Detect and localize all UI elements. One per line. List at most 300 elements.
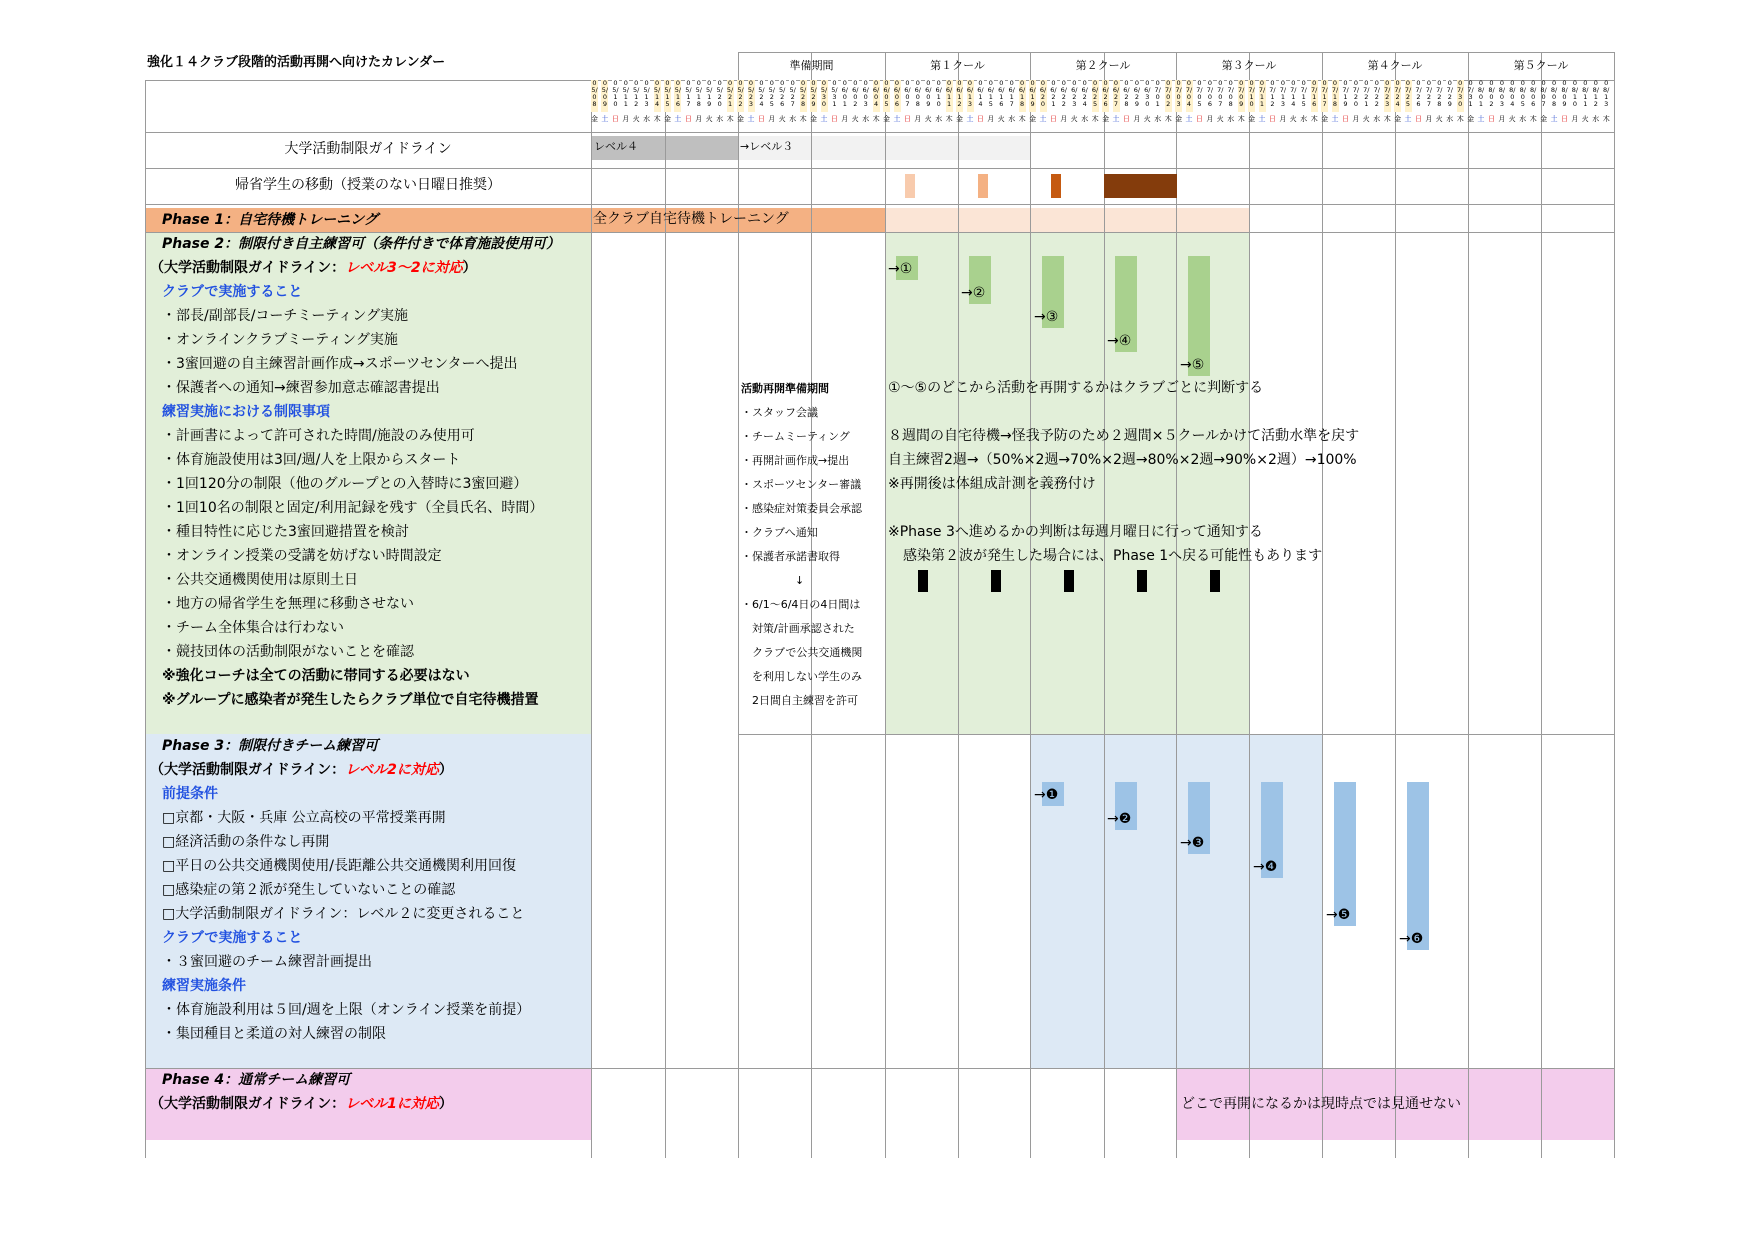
- date-cell: 05/15: [664, 80, 671, 112]
- weekday-cell: 土: [1404, 115, 1412, 123]
- weekday-cell: 木: [726, 115, 734, 123]
- phase3-guideline-level: レベル2に対応: [345, 762, 439, 778]
- date-cell: 05/22: [737, 80, 744, 112]
- weekday-cell: 木: [1237, 115, 1245, 123]
- weekday-cell: 水: [716, 115, 724, 123]
- prep-list-item: ↓: [795, 574, 805, 587]
- date-cell: 05/27: [789, 80, 796, 112]
- phase2-list-item: ・3蜜回避の自主練習計画作成→スポーツセンターへ提出: [162, 356, 518, 372]
- weekday-cell: 日: [1488, 115, 1495, 123]
- weekday-cell: 水: [1519, 115, 1527, 123]
- date-cell: 07/17: [1321, 80, 1328, 112]
- phase-header-cool5: 第５クール: [1513, 59, 1569, 72]
- weekday-cell: 月: [622, 115, 630, 123]
- date-cell: 06/09: [925, 80, 932, 112]
- phase2-list-item: ・1回120分の制限（他のグループとの入替時に3蜜回避）: [162, 476, 528, 492]
- date-cell: 08/09: [1561, 80, 1568, 108]
- date-cell: 07/18: [1332, 80, 1339, 112]
- phase2-list-item: ・保護者への通知→練習参加意志確認書提出: [162, 380, 440, 396]
- phase3-arrow-5: →❺: [1326, 907, 1351, 923]
- weekday-cell: 水: [1446, 115, 1454, 123]
- date-cell: 05/18: [695, 80, 702, 112]
- phase4-note: どこで再開になるかは現時点では見通せない: [1181, 1096, 1461, 1112]
- date-cell: 07/25: [1405, 80, 1412, 112]
- movement-bar-3: [1051, 174, 1061, 198]
- weekday-cell: 日: [1415, 115, 1422, 123]
- weekday-cell: 金: [1029, 115, 1037, 123]
- grid-vline: [958, 52, 959, 1158]
- date-cell: 08/05: [1519, 80, 1526, 108]
- weekday-cell: 金: [956, 115, 963, 123]
- weekday-cell: 金: [810, 115, 817, 123]
- weekday-cell: 木: [1091, 115, 1099, 123]
- date-cell: 08/04: [1509, 80, 1516, 108]
- center-note-2: ８週間の自宅待機→怪我予防のため２週間×５クールかけて活動水準を戻す: [888, 428, 1360, 444]
- date-cell: 07/23: [1384, 80, 1391, 112]
- prep-list-item: ・スタッフ会議: [741, 406, 818, 419]
- phase3-list-item: □京都・大阪・兵庫 公立高校の平常授業再開: [162, 810, 446, 826]
- date-cell: 08/12: [1592, 80, 1599, 108]
- weekday-cell: 金: [1467, 115, 1475, 123]
- date-cell: 06/12: [956, 80, 963, 112]
- phase2-arrow-1: →①: [888, 261, 913, 277]
- date-cell: 07/10: [1248, 80, 1255, 112]
- weekday-cell: 土: [820, 115, 828, 123]
- date-cell: 07/14: [1290, 80, 1297, 112]
- weekday-cell: 木: [1602, 115, 1610, 123]
- phase2-list-item: ・計画書によって許可された時間/施設のみ使用可: [162, 428, 475, 444]
- phase3-arrow-2: →❷: [1107, 811, 1132, 827]
- weekday-cell: 土: [1477, 115, 1485, 123]
- phase3-guideline: （大学活動制限ガイドライン：レベル2に対応）: [150, 762, 453, 778]
- weekday-cell: 木: [1164, 115, 1172, 123]
- decision-marker-4: [1137, 570, 1147, 592]
- prep-list-item: ・保護者承諾書取得: [741, 550, 840, 563]
- weekday-cell: 火: [851, 115, 859, 123]
- weekday-cell: 日: [1122, 115, 1130, 123]
- date-cell: 05/20: [716, 80, 723, 112]
- weekday-cell: 月: [1352, 115, 1360, 123]
- phase2-list-item: ・種目特性に応じた3蜜回避措置を検討: [162, 524, 409, 540]
- weekday-cell: 火: [1581, 115, 1589, 123]
- date-cell: 08/01: [1477, 80, 1485, 108]
- weekday-cell: 日: [830, 115, 838, 123]
- prep-list-item: ・再開計画作成→提出: [741, 454, 850, 467]
- weekday-cell: 月: [987, 115, 995, 123]
- date-cell: 06/18: [1019, 80, 1026, 112]
- phase2-guideline: （大学活動制限ガイドライン：レベル3～2に対応）: [150, 260, 477, 276]
- weekday-cell: 木: [1456, 115, 1464, 123]
- phase2-sec2: 練習実施における制限事項: [162, 404, 330, 420]
- phase2-list-item: ・競技団体の活動制限がないことを確認: [162, 644, 414, 660]
- date-cell: 05/24: [758, 80, 765, 112]
- date-cell: 05/29: [810, 80, 817, 112]
- weekday-cell: 月: [1206, 115, 1214, 123]
- phase3-list-item: □大学活動制限ガイドライン：レベル２に変更されること: [162, 906, 525, 922]
- weekday-cell: 金: [591, 115, 598, 123]
- phase3-list-item: □平日の公共交通機関使用/長距離公共交通機関利用回復: [162, 858, 516, 874]
- phase2-sec1: クラブで実施すること: [162, 284, 303, 300]
- date-cell: 06/22: [1060, 80, 1067, 112]
- phase3-list-item: □経済活動の条件なし再開: [162, 834, 330, 850]
- phase-header-cool3: 第３クール: [1221, 59, 1277, 72]
- date-cell: 07/31: [1467, 80, 1474, 108]
- weekday-cell: 月: [914, 115, 922, 123]
- date-cell: 07/26: [1415, 80, 1422, 112]
- date-cell: 05/25: [768, 80, 775, 112]
- grid-vline: [1249, 52, 1250, 1158]
- phase2-arrow-4: →④: [1107, 333, 1132, 349]
- date-cell: 05/17: [685, 80, 692, 112]
- grid-vline: [1104, 52, 1105, 1158]
- center-note-3: 自主練習2週→（50%×2週→70%×2週→80%×2週→90%×2週）→100%: [888, 452, 1357, 468]
- phase2-list-item: ・体育施設使用は3回/週/人を上限からスタート: [162, 452, 461, 468]
- weekday-cell: 月: [1133, 115, 1141, 123]
- weekday-cell: 日: [1195, 115, 1203, 123]
- decision-marker-5: [1210, 570, 1220, 592]
- phase3-item2-1: ・３蜜回避のチーム練習計画提出: [162, 954, 372, 970]
- grid-vline: [1176, 52, 1177, 1158]
- weekday-cell: 木: [1018, 115, 1026, 123]
- weekday-cell: 金: [1248, 115, 1256, 123]
- date-cell: 08/02: [1488, 80, 1495, 108]
- date-cell: 06/29: [1133, 80, 1140, 112]
- date-cell: 06/08: [914, 80, 921, 112]
- prep-list-item: 対策/計画承認された: [752, 622, 855, 635]
- date-cell: 05/26: [779, 80, 786, 112]
- date-cell: 05/13: [643, 80, 650, 112]
- center-note-6: 感染第２波が発生した場合には、Phase 1へ戻る可能性もあります: [903, 548, 1323, 564]
- weekday-cell: 水: [1300, 115, 1308, 123]
- phase3-item3-2: ・集団種目と柔道の対人練習の制限: [162, 1026, 386, 1042]
- date-cell: 06/15: [987, 80, 994, 112]
- date-cell: 05/31: [831, 80, 838, 112]
- date-cell: 06/30: [1144, 80, 1151, 112]
- date-cell: 06/02: [852, 80, 859, 112]
- date-cell: 07/30: [1457, 80, 1464, 112]
- weekday-cell: 日: [976, 115, 984, 123]
- weekday-cell: 土: [1039, 115, 1047, 123]
- date-cell: 06/05: [883, 80, 890, 112]
- weekday-cell: 火: [997, 115, 1005, 123]
- decision-marker-1: [918, 570, 928, 592]
- phase3-bar-6: [1407, 782, 1429, 950]
- date-cell: 06/11: [946, 80, 953, 112]
- date-cell: 06/03: [862, 80, 869, 112]
- weekday-cell: 月: [1060, 115, 1068, 123]
- date-cell: 07/13: [1279, 80, 1286, 112]
- phase2-guideline-level: レベル3～2に対応: [345, 260, 463, 276]
- weekday-cell: 土: [674, 115, 682, 123]
- weekday-cell: 月: [1571, 115, 1579, 123]
- date-cell: 06/01: [841, 80, 848, 112]
- weekday-cell: 日: [1268, 115, 1276, 123]
- weekday-cell: 水: [935, 115, 943, 123]
- date-cell: 07/15: [1300, 80, 1307, 112]
- grid-vline: [665, 80, 666, 1158]
- phase2-list-item: ・1回10名の制限と固定/利用記録を残す（全員氏名、時間）: [162, 500, 544, 516]
- prep-list-item: クラブで公共交通機関: [752, 646, 863, 659]
- prep-title: 活動再開準備期間: [741, 382, 829, 395]
- weekday-cell: 水: [1373, 115, 1381, 123]
- weekday-cell: 火: [1070, 115, 1078, 123]
- date-cell: 07/02: [1165, 80, 1172, 112]
- date-cell: 05/16: [674, 80, 681, 112]
- movement-bar-2: [978, 174, 988, 198]
- phase3-arrow-1: →❶: [1034, 787, 1059, 803]
- weekday-cell: 金: [883, 115, 890, 123]
- weekday-cell: 火: [1362, 115, 1370, 123]
- weekday-cell: 土: [747, 115, 755, 123]
- phase4-guideline: （大学活動制限ガイドライン：レベル1に対応）: [150, 1096, 453, 1112]
- date-cell: 05/30: [821, 80, 828, 112]
- date-cell: 07/07: [1217, 80, 1224, 112]
- phase4-label: Phase 4：通常チーム練習可: [162, 1072, 351, 1088]
- prep-list-item: 2日間自主練習を許可: [752, 694, 858, 707]
- prep-list-item: ・スポーツセンター審議: [741, 478, 862, 491]
- level3-label: →レベル３: [740, 140, 794, 153]
- date-cell: 06/20: [1040, 80, 1047, 112]
- weekday-cell: 金: [737, 115, 744, 123]
- date-cell: 06/25: [1092, 80, 1099, 112]
- weekday-cell: 日: [1561, 115, 1568, 123]
- phase2-label: Phase 2：制限付き自主練習可（条件付きで体育施設使用可）: [162, 236, 561, 252]
- weekday-cell: 月: [1498, 115, 1506, 123]
- date-cell: 07/16: [1311, 80, 1318, 112]
- guideline-row-label: 大学活動制限ガイドライン: [284, 141, 452, 157]
- grid-vline: [1541, 52, 1542, 1158]
- grid-vline: [145, 80, 146, 1158]
- phase1-bar-label: 全クラブ自宅待機トレーニング: [593, 211, 789, 227]
- weekday-cell: 火: [778, 115, 786, 123]
- date-cell: 06/06: [894, 80, 901, 112]
- weekday-cell: 火: [705, 115, 713, 123]
- phase1-light-bar: [885, 208, 1249, 232]
- weekday-cell: 火: [1143, 115, 1151, 123]
- phase2-list-item: ・チーム全体集合は行わない: [162, 620, 344, 636]
- phase-header-cool4: 第４クール: [1367, 59, 1423, 72]
- weekday-cell: 水: [1008, 115, 1016, 123]
- date-cell: 07/21: [1363, 80, 1370, 112]
- weekday-cell: 土: [1550, 115, 1558, 123]
- date-cell: 05/10: [612, 80, 619, 112]
- grid-vline: [1395, 52, 1396, 1158]
- phase3-arrow-3: →❸: [1180, 835, 1205, 851]
- date-cell: 07/09: [1238, 80, 1245, 112]
- weekday-cell: 木: [1529, 115, 1537, 123]
- weekday-cell: 水: [1081, 115, 1089, 123]
- weekday-cell: 火: [924, 115, 932, 123]
- weekday-cell: 木: [872, 115, 880, 123]
- prep-list-item: ・チームミーティング: [741, 430, 850, 443]
- phase3-item3-1: ・体育施設利用は５回/週を上限（オンライン授業を前提）: [162, 1002, 531, 1018]
- weekday-cell: 月: [1279, 115, 1287, 123]
- date-cell: 06/13: [967, 80, 974, 112]
- date-cell: 08/10: [1571, 80, 1579, 108]
- date-cell: 07/27: [1425, 80, 1432, 112]
- weekday-cell: 日: [1342, 115, 1349, 123]
- weekday-cell: 水: [1592, 115, 1600, 123]
- phase3-arrow-4: →❹: [1253, 859, 1278, 875]
- phase1-label: Phase 1：自宅待機トレーニング: [162, 212, 378, 228]
- date-cell: 08/07: [1540, 80, 1547, 108]
- date-cell: 07/01: [1154, 80, 1161, 112]
- prep-list-item: を利用しない学生のみ: [752, 670, 862, 683]
- prep-list-item: ・クラブへ通知: [741, 526, 818, 539]
- weekday-cell: 日: [903, 115, 911, 123]
- weekday-cell: 木: [945, 115, 953, 123]
- date-cell: 06/07: [904, 80, 911, 112]
- date-cell: 07/05: [1196, 80, 1203, 112]
- date-cell: 05/21: [727, 80, 734, 112]
- date-cell: 07/06: [1206, 80, 1213, 112]
- weekday-cell: 土: [966, 115, 974, 123]
- date-cell: 07/03: [1175, 80, 1182, 112]
- date-cell: 05/08: [591, 80, 598, 112]
- weekday-cell: 土: [1185, 115, 1193, 123]
- date-cell: 07/11: [1259, 80, 1266, 112]
- level4-label: レベル４: [594, 140, 638, 153]
- date-cell: 06/28: [1123, 80, 1130, 112]
- phase2-list-item: ・公共交通機関使用は原則土日: [162, 572, 358, 588]
- weekday-cell: 月: [841, 115, 849, 123]
- date-cell: 07/12: [1269, 80, 1276, 112]
- date-cell: 07/20: [1352, 80, 1359, 112]
- phase2-list-item: ・オンライン授業の受講を妨げない時間設定: [162, 548, 442, 564]
- weekday-cell: 火: [1435, 115, 1443, 123]
- grid-vline: [1468, 52, 1469, 1158]
- weekday-cell: 火: [632, 115, 640, 123]
- date-cell: 07/22: [1373, 80, 1380, 112]
- date-cell: 07/19: [1342, 80, 1349, 112]
- date-cell: 05/11: [622, 80, 629, 112]
- date-cell: 08/13: [1603, 80, 1610, 108]
- weekday-cell: 木: [1383, 115, 1391, 123]
- grid-vline: [1322, 52, 1323, 1158]
- phase3-bar-5: [1334, 782, 1356, 926]
- phase2-list-item: ・部長/副部長/コーチミーティング実施: [162, 308, 409, 324]
- phase-header-cool1: 第１クール: [930, 59, 985, 72]
- date-cell: 05/14: [654, 80, 661, 112]
- phase-header-prep: 準備期間: [789, 59, 834, 72]
- weekday-cell: 日: [684, 115, 692, 123]
- date-cell: 05/28: [800, 80, 807, 112]
- date-cell: 08/06: [1530, 80, 1537, 108]
- date-cell: 06/21: [1050, 80, 1057, 112]
- date-cell: 08/03: [1498, 80, 1506, 108]
- weekday-cell: 日: [757, 115, 765, 123]
- weekday-cell: 木: [1310, 115, 1318, 123]
- weekday-cell: 木: [799, 115, 807, 123]
- date-cell: 07/08: [1227, 80, 1234, 112]
- date-cell: 05/23: [748, 80, 755, 112]
- movement-row-label: 帰省学生の移動（授業のない日曜日推奨）: [235, 177, 501, 193]
- phase3-arrow-6: →❻: [1399, 931, 1424, 947]
- phase-header-cool2: 第２クール: [1075, 59, 1131, 72]
- date-cell: 07/29: [1446, 80, 1453, 112]
- weekday-cell: 土: [893, 115, 901, 123]
- prep-list-item: ・6/1～6/4日の4日間は: [741, 598, 861, 611]
- date-cell: 08/11: [1582, 80, 1589, 108]
- movement-bar-1: [905, 174, 915, 198]
- movement-bar-4: [1104, 174, 1177, 198]
- grid-vline: [885, 52, 886, 1158]
- weekday-cell: 火: [1508, 115, 1516, 123]
- phase2-arrow-2: →②: [961, 285, 986, 301]
- page-title: 強化１４クラブ段階的活動再開へ向けたカレンダー: [147, 55, 446, 70]
- weekday-cell: 金: [664, 115, 671, 123]
- phase3-label: Phase 3：制限付きチーム練習可: [162, 738, 379, 754]
- weekday-cell: 土: [1331, 115, 1339, 123]
- date-cell: 06/24: [1081, 80, 1088, 112]
- weekday-cell: 金: [1394, 115, 1402, 123]
- date-cell: 06/14: [977, 80, 984, 112]
- weekday-cell: 水: [1227, 115, 1235, 123]
- decision-marker-2: [991, 570, 1001, 592]
- grid-vline: [1614, 52, 1615, 1158]
- phase2-list-item: ・地方の帰省学生を無理に移動させない: [162, 596, 414, 612]
- phase2-note-2: ※グループに感染者が発生したらクラブ単位で自宅待機措置: [162, 692, 539, 708]
- weekday-cell: 土: [1112, 115, 1120, 123]
- weekday-cell: 月: [695, 115, 703, 123]
- date-cell: 08/08: [1550, 80, 1558, 108]
- phase2-note-1: ※強化コーチは全ての活動に帯同する必要はない: [162, 668, 470, 684]
- weekday-cell: 土: [601, 115, 609, 123]
- phase2-arrow-3: →③: [1034, 309, 1059, 325]
- weekday-cell: 水: [862, 115, 870, 123]
- decision-marker-3: [1064, 570, 1074, 592]
- phase3-sec3: 練習実施条件: [162, 978, 246, 994]
- date-cell: 07/28: [1436, 80, 1443, 112]
- grid-vline: [1030, 52, 1031, 1158]
- weekday-cell: 金: [1321, 115, 1329, 123]
- date-cell: 06/17: [1008, 80, 1015, 112]
- weekday-cell: 火: [1289, 115, 1297, 123]
- weekday-cell: 木: [653, 115, 661, 123]
- date-cell: 07/24: [1394, 80, 1401, 112]
- date-cell: 06/23: [1071, 80, 1078, 112]
- weekday-cell: 水: [643, 115, 651, 123]
- center-note-5: ※Phase 3へ進めるかの判断は毎週月曜日に行って通知する: [888, 524, 1263, 540]
- weekday-cell: 金: [1175, 115, 1183, 123]
- date-cell: 05/19: [706, 80, 713, 112]
- center-note-1: ①～⑤のどこから活動を再開するかはクラブごとに判断する: [888, 380, 1264, 396]
- date-cell: 05/12: [633, 80, 640, 112]
- center-note-4: ※再開後は体組成計測を義務付け: [888, 476, 1096, 492]
- phase2-arrow-5: →⑤: [1180, 357, 1205, 373]
- phase3-sec1: 前提条件: [162, 786, 218, 802]
- weekday-cell: 月: [768, 115, 776, 123]
- weekday-cell: 金: [1102, 115, 1110, 123]
- date-cell: 06/10: [935, 80, 942, 112]
- date-cell: 06/16: [998, 80, 1005, 112]
- weekday-cell: 水: [789, 115, 797, 123]
- phase4-guideline-level: レベル1に対応: [345, 1096, 439, 1112]
- date-cell: 06/26: [1102, 80, 1109, 112]
- date-cell: 05/09: [601, 80, 608, 112]
- phase3-sec2: クラブで実施すること: [162, 930, 303, 946]
- weekday-cell: 日: [611, 115, 619, 123]
- weekday-cell: 月: [1425, 115, 1433, 123]
- date-cell: 06/27: [1113, 80, 1120, 112]
- grid-vline: [591, 80, 592, 1158]
- weekday-cell: 日: [1049, 115, 1057, 123]
- weekday-cell: 水: [1154, 115, 1162, 123]
- date-cell: 06/04: [873, 80, 880, 112]
- weekday-cell: 土: [1258, 115, 1266, 123]
- prep-list-item: ・感染症対策委員会承認: [741, 502, 862, 515]
- weekday-cell: 火: [1216, 115, 1224, 123]
